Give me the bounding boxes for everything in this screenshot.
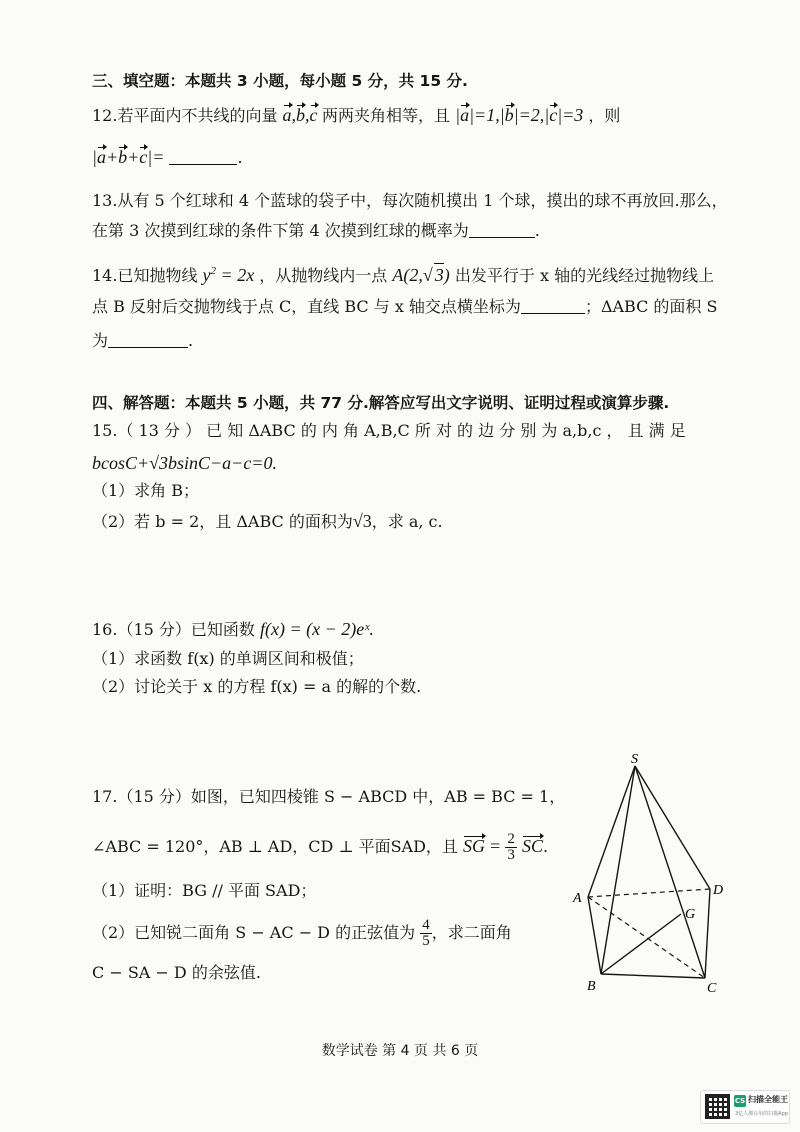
q15-line1: 15.（ 13 分 ） 已 知 ΔABC 的 内 角 A,B,C 所 对 的 边 分 别 为 a,b,c ， 且 满 足 [92,421,686,440]
scanner-watermark [700,1090,790,1124]
q17-equals: = [490,836,501,856]
edge-BC [601,974,705,978]
q12-end: . [237,148,243,167]
q17-sine-fraction: $\frac{4}{5}$ [422,917,430,949]
edge-DC [705,889,710,978]
q17-part2-prefix: （2）已知锐二面角 S − AC − D 的正弦值为 [92,923,416,942]
q14-mid2: 出发平行于 x 轴的光线经过抛物线上 [454,266,715,285]
q14-line1 [92,260,714,287]
q14-prefix: 14.已知抛物线 [92,266,198,285]
q12-line2 [92,146,243,169]
q12-line1 [92,104,620,127]
q13-line2 [92,220,540,242]
q17-fraction: $\frac{2}{3}$ [507,831,515,863]
q14-line3 [92,330,193,352]
q13-text: 在第 3 次摸到红球的条件下第 4 次摸到红球的概率为 [92,221,469,240]
q14-mid1: ，从抛物线内一点 [259,266,388,285]
q12-suffix: ，则 [588,106,621,125]
q14-parabola: $y^2 = 2x$ [202,265,255,285]
q12-vectors: a,b,c [282,105,318,125]
q13-answer-blank[interactable] [469,221,535,238]
q15-part2-suffix: ，求 a, c. [371,512,443,531]
q17-line2 [92,832,548,863]
pyramid-figure [565,752,725,992]
q17-end: . [542,837,549,856]
edge-AB [588,897,601,974]
q16-function: f(x) = (x − 2)eˣ. [260,619,374,639]
edge-SC [635,766,705,978]
q12-prefix: 12.若平面内不共线的向量 [92,106,278,125]
q17-vector-sg: SG [463,836,486,856]
q13-end: . [534,221,540,240]
label-A: A [573,891,582,906]
edge-SD [635,766,710,889]
q15-equation: bcosC+√3bsinC−a−c=0. [92,453,277,473]
q17-part2-suffix: ，求二面角 [431,923,512,942]
label-S: S [631,752,638,767]
qr-code-icon [705,1094,730,1119]
edge-SA [588,766,635,897]
q17-part1: （1）证明：BG // 平面 SAD； [92,881,317,900]
watermark-subtitle: 3亿人都在用的扫描App [735,1111,788,1117]
page-footer: 数学试卷 第 4 页 共 6 页 [321,1043,479,1059]
edge-SB [601,766,635,974]
q15-area-value: √3 [352,511,372,531]
label-C: C [707,981,717,992]
q12-condition: |a|=1,|b|=2,|c|=3 [455,105,584,125]
q15-part2-prefix: （2）若 b = 2，且 ΔABC 的面积为 [92,512,353,531]
label-B: B [587,979,596,992]
section4-heading: 四、解答题：本题共 5 小题，共 77 分.解答应写出文字说明、证明过程或演算步骤. [92,394,670,412]
q17-part2-line2: C − SA − D 的余弦值. [92,963,261,982]
q17-vector-sc: SC [521,836,543,856]
q14-line2 [92,296,717,318]
q14-point: A(2,√ 3) [392,265,450,285]
watermark-title: 扫描全能王 [748,1095,788,1104]
label-D: D [713,883,724,898]
q17-text-a: ∠ABC = 120°，AB ⊥ AD，CD ⊥ 平面SAD，且 [92,837,458,856]
q12-expr: |a+b+c|= [92,147,165,167]
q14-end: . [188,331,194,350]
q14-text-b: ；ΔABC 的面积 S [584,297,718,316]
q16-part1: （1）求函数 f(x) 的单调区间和极值； [92,649,364,668]
label-G: G [685,907,696,922]
q16-line1 [92,618,374,641]
q15-part1: （1）求角 B； [92,481,200,500]
q17-line1: 17.（15 分）如图，已知四棱锥 S − ABCD 中，AB = BC = 1， [92,787,566,806]
q14-answer-blank-2[interactable] [108,331,188,348]
q14-text-a: 点 B 反射后交抛物线于点 C，直线 BC 与 x 轴交点横坐标为 [92,297,521,316]
q15-part2 [92,510,443,533]
q13-line1: 13.从有 5 个红球和 4 个蓝球的袋子中，每次随机摸出 1 个球，摸出的球不再放回.那么， [92,191,728,210]
segment-BG [601,914,681,974]
q12-mid: 两两夹角相等，且 [322,106,451,125]
camscanner-logo-icon: CS [734,1097,746,1105]
q14-answer-blank-1[interactable] [521,297,585,314]
q14-text-c: 为 [92,331,109,350]
q16-prefix: 16.（15 分）已知函数 [92,620,255,639]
edge-AD-hidden [588,889,710,897]
q16-part2: （2）讨论关于 x 的方程 f(x) = a 的解的个数. [92,677,422,696]
q12-answer-blank[interactable] [169,148,237,165]
section3-heading: 三、填空题：本题共 3 小题，每小题 5 分，共 15 分. [92,72,468,90]
q17-part2 [92,918,512,949]
